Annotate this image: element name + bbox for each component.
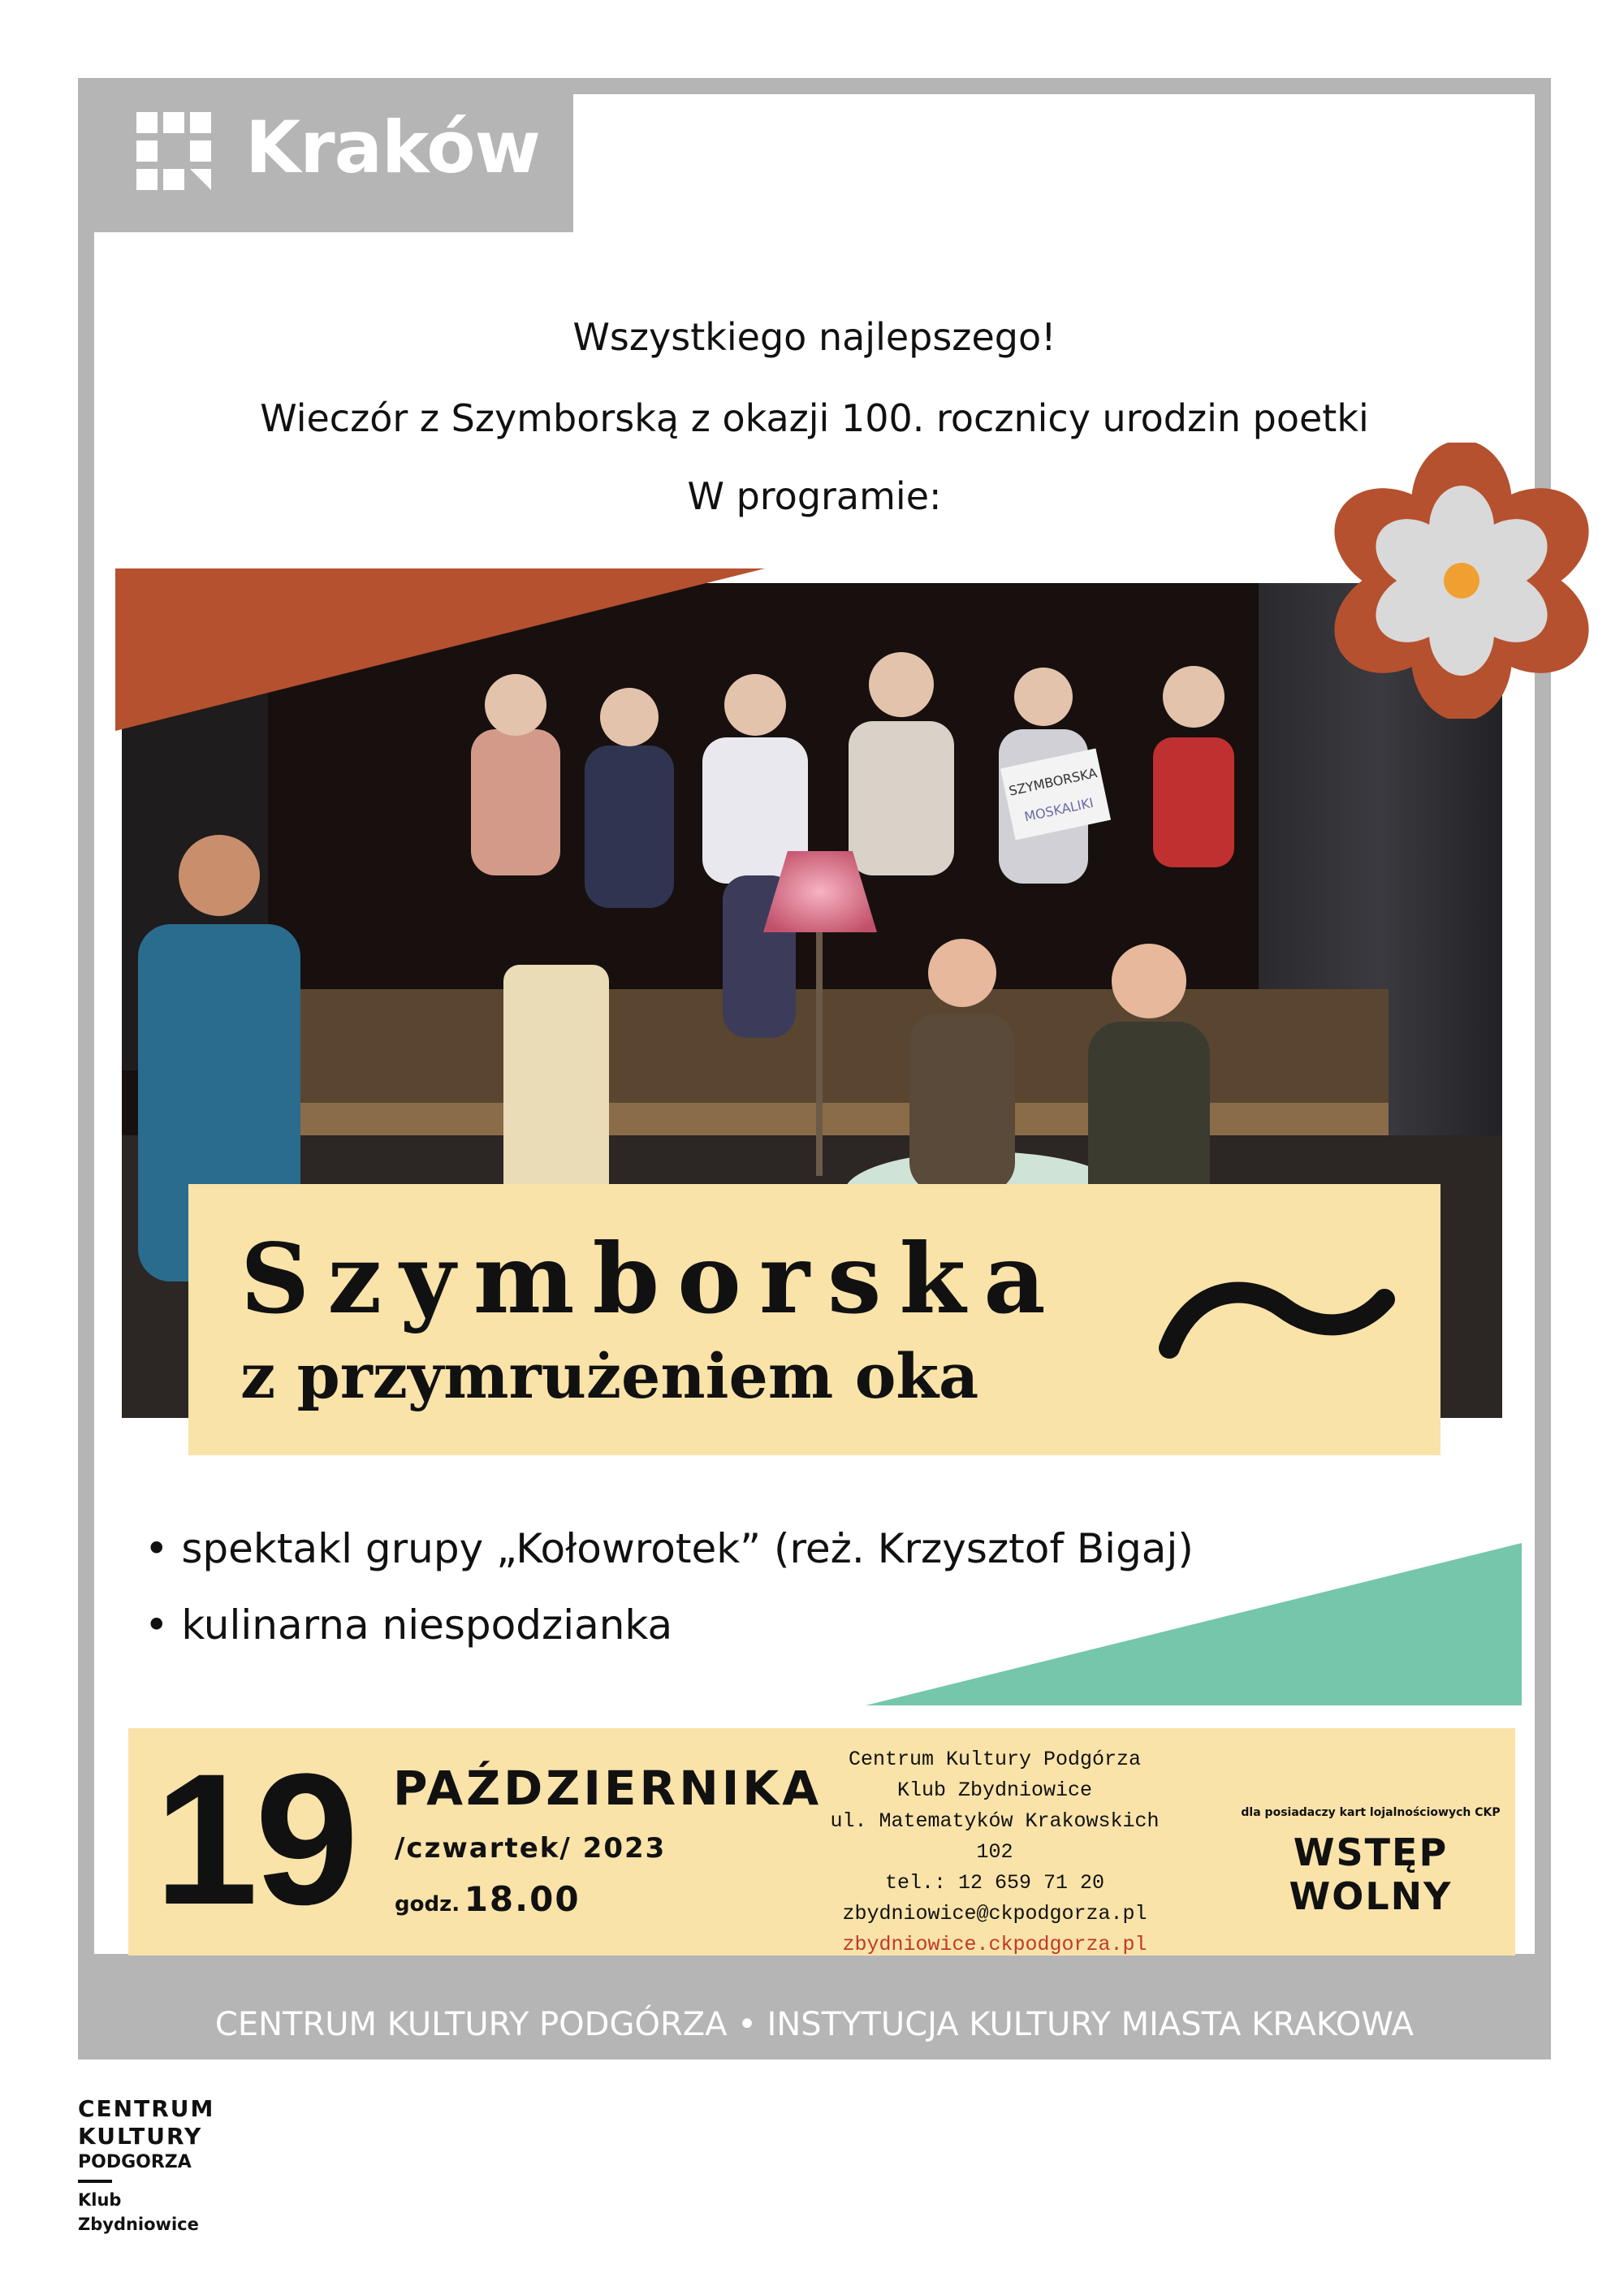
event-title: Szymborska [240,1222,1064,1335]
admission-note: dla posiadaczy kart lojalnościowych CKP [1241,1806,1501,1819]
sign-text-2: MOSKALIKI [1022,794,1095,825]
venue-phone: tel.: 12 659 71 20 [884,1871,1105,1895]
ckp-logo-line5: Zbydniowice [78,2215,199,2234]
tilde-decoration [1153,1267,1397,1372]
ckp-logo-line4: Klub [78,2190,122,2210]
event-weekday-year: /czwartek/ 2023 [395,1832,667,1865]
event-month: PAŹDZIERNIKA [393,1761,823,1816]
ckp-logo-line2: KULTURY [78,2123,203,2150]
venue-club: Klub Zbydniowice [896,1779,1093,1802]
intro-subtitle: Wieczór z Szymborską z okazji 100. rocznicy urodzin poetki [260,396,1369,440]
event-time-label: godz. [395,1892,460,1917]
program-item-1: • spektakl grupy „Kołowrotek” (reż. Krzysztof Bigaj) [145,1525,1194,1572]
krakow-logo-text: Kraków [245,106,540,189]
intro-greeting: Wszystkiego najlepszego! [572,315,1056,359]
krakow-logo-icon [136,112,211,190]
sign-text-1: SZYMBORSKA [1007,765,1099,799]
venue-address: ul. Matematyków Krakowskich 102 [830,1809,1160,1864]
flower-icon [1324,443,1600,719]
ckp-logo-line3: PODGORZA [78,2152,192,2172]
ckp-logo-divider [78,2180,112,2183]
ckp-logo [78,2095,214,2237]
venue-website[interactable]: zbydniowice.ckpodgorza.pl [842,1933,1147,1956]
intro-program-heading: W programie: [687,474,942,518]
teal-triangle-decoration [866,1543,1522,1705]
event-subtitle: z przymrużeniem oka [240,1340,979,1412]
venue-email[interactable]: zbydniowice@ckpodgorza.pl [842,1902,1147,1925]
venue-name: Centrum Kultury Podgórza [848,1748,1142,1771]
admission-label: WSTĘP WOLNY [1289,1830,1453,1918]
ckp-logo-line1: CENTRUM [78,2095,215,2122]
venue-details [820,1744,1169,1960]
footer-text: CENTRUM KULTURY PODGÓRZA • INSTYTUCJA KULTURY MIASTA KRAKOWA [214,2006,1415,2043]
event-time [395,1879,581,1919]
event-time-value: 18.00 [464,1879,581,1919]
program-item-2: • kulinarna niespodzianka [145,1601,673,1649]
event-day: 19 [154,1735,356,1943]
rust-triangle-decoration [115,568,765,731]
